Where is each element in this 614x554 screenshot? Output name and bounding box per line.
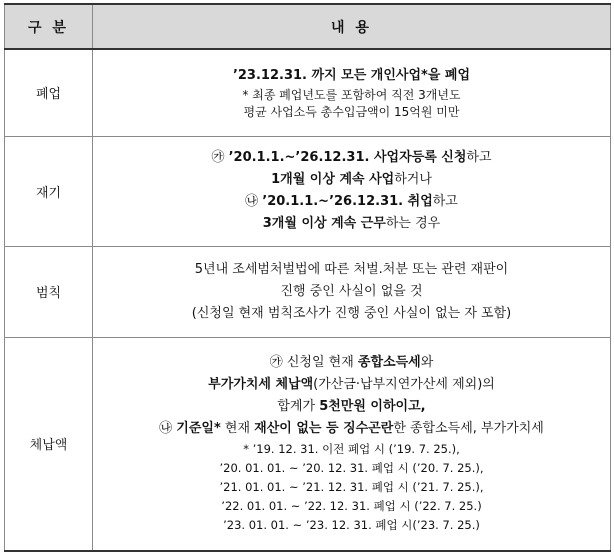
body-text: (신청일 현재 범칙조사가 진행 중인 사실이 없는 자 포함) xyxy=(191,305,512,321)
content-line xyxy=(93,281,610,303)
body-text: * ’19. 12. 31. 이전 폐업 시 (’19. 7. 25.), xyxy=(243,442,460,457)
body-text: 하거나 xyxy=(394,172,432,187)
content-line xyxy=(93,303,610,325)
row-category: 범칙 xyxy=(5,246,93,337)
body-text: ’23. 01. 01. ~ ’23. 12. 31. 폐업 시(’23. 7. 25.) xyxy=(223,518,480,533)
emphasis-text: ’23.12.31. 까지 모든 개인사업*을 폐업 xyxy=(232,67,471,83)
body-text: (가산금·납부지연가산세 제외)의 xyxy=(313,377,495,393)
emphasis-text: 3개월 이상 계속 근무 xyxy=(262,216,386,231)
body-text: 와 xyxy=(420,355,434,371)
emphasis-text: 재산이 없는 등 징수곤란 xyxy=(254,421,394,437)
table-row-arrears xyxy=(5,337,611,551)
body-text: 5년내 조세범처벌법에 따른 처벌.처분 또는 관련 재판이 xyxy=(194,261,509,277)
body-text: ’22. 01. 01. ~ ’22. 12. 31. 폐업 시 (’22. 7. 25.) xyxy=(221,499,482,514)
body-text: ㉮ 신청일 현재 xyxy=(269,355,358,371)
content-line xyxy=(93,169,610,191)
content-line xyxy=(93,374,610,396)
content-line xyxy=(93,191,610,213)
emphasis-text: 종합소득세 xyxy=(357,355,421,371)
emphasis-text: 1개월 이상 계속 사업 xyxy=(271,172,395,187)
content-line xyxy=(93,418,610,440)
emphasis-text: ’20.1.1.~’26.12.31. 사업자등록 신청 xyxy=(228,150,467,165)
body-text: 한 종합소득세, 부가가치세 xyxy=(393,421,544,437)
table-row-closure xyxy=(5,49,611,136)
content-line xyxy=(93,516,610,535)
content-line xyxy=(93,396,610,418)
emphasis-text: ’20.1.1.~’26.12.31. 취업 xyxy=(262,194,433,209)
content-line xyxy=(93,87,610,104)
body-text: 하고 xyxy=(432,194,458,209)
table-header-row xyxy=(5,4,611,49)
emphasis-text: 기준일* xyxy=(176,421,221,437)
eligibility-table xyxy=(4,3,611,552)
body-text: * 최종 폐업년도를 포함하여 직전 3개년도 xyxy=(242,87,461,102)
row-category: 재기 xyxy=(5,136,93,246)
body-text: 하는 경우 xyxy=(385,216,441,231)
table-row-restart xyxy=(5,136,611,246)
body-text: ㉯ xyxy=(159,421,177,437)
body-text: 하고 xyxy=(466,150,492,165)
header-content: 내 용 xyxy=(93,4,611,49)
body-text: ㉯ xyxy=(245,194,263,209)
body-text: ’20. 01. 01. ~ ’20. 12. 31. 폐업 시 (’20. 7. 25.), xyxy=(219,461,484,476)
row-content xyxy=(93,136,611,246)
emphasis-text: 5천만원 이하이고, xyxy=(319,399,426,415)
body-text: ’21. 01. 01. ~ ’21. 12. 31. 폐업 시 (’21. 7. 25.), xyxy=(219,480,484,495)
body-text: 진행 중인 사실이 없을 것 xyxy=(280,283,423,299)
eligibility-table-container xyxy=(4,3,610,552)
row-content xyxy=(93,337,611,551)
emphasis-text: 부가가치세 체납액 xyxy=(208,377,314,393)
table-row-violation xyxy=(5,246,611,337)
content-line xyxy=(93,352,610,374)
row-category: 폐업 xyxy=(5,49,93,136)
content-line xyxy=(93,213,610,235)
content-line xyxy=(93,65,610,87)
row-content xyxy=(93,246,611,337)
content-line xyxy=(93,440,610,459)
body-text: 합계가 xyxy=(277,399,320,415)
row-category: 체납액 xyxy=(5,337,93,551)
content-line xyxy=(93,259,610,281)
content-line xyxy=(93,104,610,121)
content-line xyxy=(93,497,610,516)
content-line xyxy=(93,478,610,497)
content-line xyxy=(93,147,610,169)
body-text: ㉮ xyxy=(211,150,229,165)
header-category: 구 분 xyxy=(5,4,93,49)
body-text: 현재 xyxy=(220,421,255,437)
body-text: 평균 사업소득 총수입금액이 15억원 미만 xyxy=(243,104,460,119)
content-line xyxy=(93,459,610,478)
row-content xyxy=(93,49,611,136)
